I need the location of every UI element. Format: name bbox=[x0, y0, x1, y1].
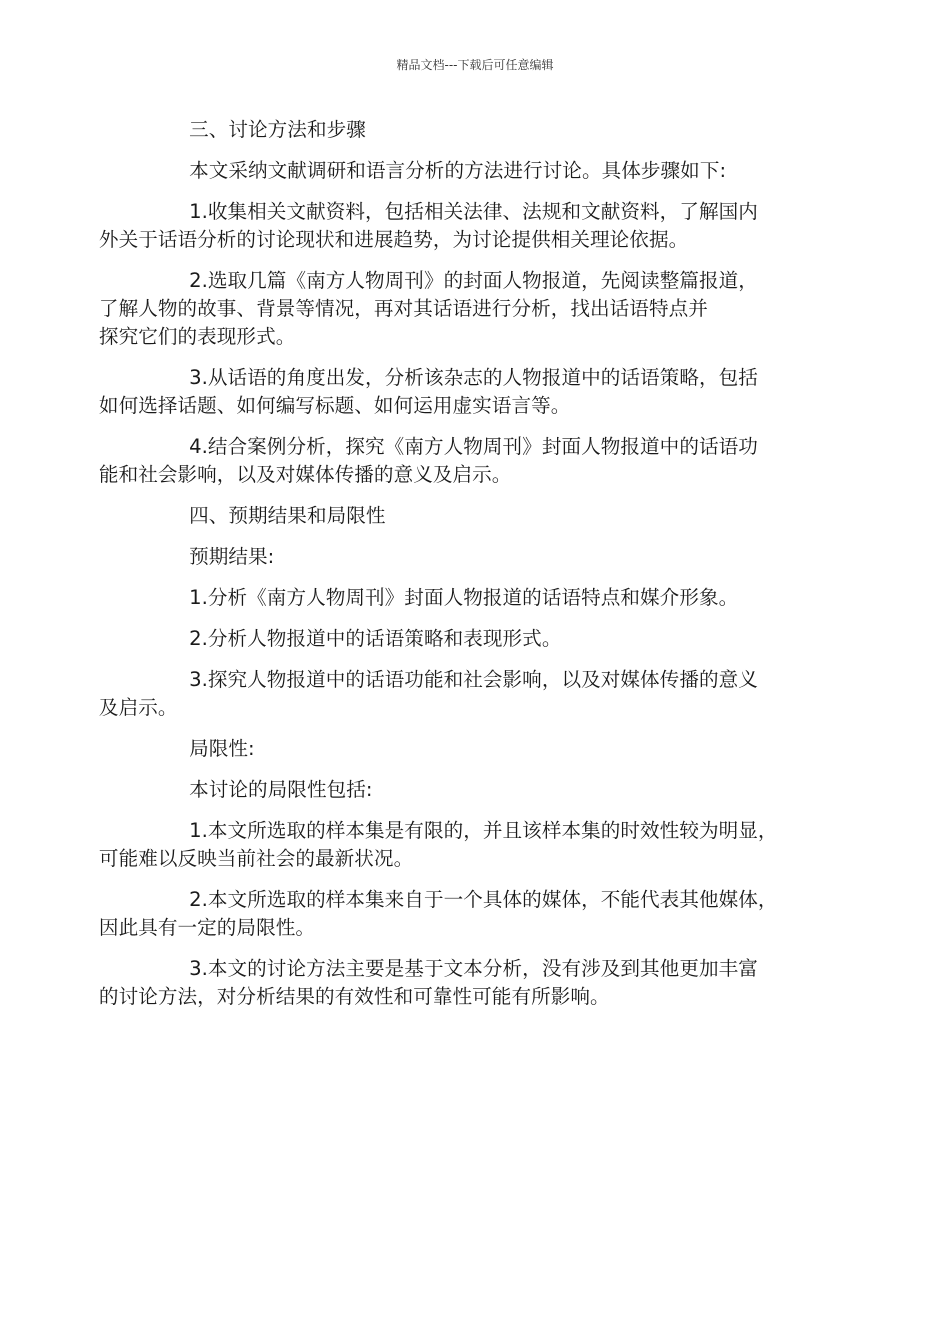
section-heading-methods bbox=[144, 116, 804, 144]
step-4 bbox=[98, 433, 804, 489]
text-line: 四、预期结果和局限性 bbox=[189, 504, 386, 527]
document-body bbox=[98, 116, 804, 1024]
text-line: 本讨论的局限性包括: bbox=[189, 778, 373, 801]
text-line: 的讨论方法，对分析结果的有效性和可靠性可能有所影响。 bbox=[98, 985, 610, 1008]
text-line: 1.分析《南方人物周刊》封面人物报道的话语特点和媒介形象。 bbox=[189, 586, 739, 609]
text-line: 外关于话语分析的讨论现状和进展趋势，为讨论提供相关理论依据。 bbox=[98, 228, 689, 251]
text-line: 4.结合案例分析，探究《南方人物周刊》封面人物报道中的话语功 bbox=[189, 435, 758, 458]
limitations-intro bbox=[144, 776, 804, 804]
text-line: 如何选择话题、如何编写标题、如何运用虚实语言等。 bbox=[98, 394, 571, 417]
text-line: 局限性: bbox=[189, 737, 255, 760]
page-header: 精品文档---下载后可任意编辑 bbox=[396, 58, 554, 72]
text-line: 2.选取几篇《南方人物周刊》的封面人物报道，先阅读整篇报道， bbox=[189, 269, 758, 292]
text-line: 能和社会影响，以及对媒体传播的意义及启示。 bbox=[98, 463, 512, 486]
text-line: 3.从话语的角度出发，分析该杂志的人物报道中的话语策略，包括 bbox=[189, 366, 758, 389]
text-line: 了解人物的故事、背景等情况，再对其话语进行分析，找出话语特点并 bbox=[98, 297, 708, 320]
text-line: 本文采纳文献调研和语言分析的方法进行讨论。具体步骤如下: bbox=[189, 159, 727, 182]
expected-results-label bbox=[144, 543, 804, 571]
result-1 bbox=[144, 584, 804, 612]
methods-intro bbox=[144, 157, 804, 185]
text-line: 及启示。 bbox=[98, 696, 178, 719]
limitations-label bbox=[144, 735, 804, 763]
limitation-3 bbox=[98, 955, 804, 1011]
text-line: 探究它们的表现形式。 bbox=[98, 325, 296, 348]
step-2 bbox=[98, 267, 804, 351]
result-2 bbox=[144, 625, 804, 653]
text-line: 2.分析人物报道中的话语策略和表现形式。 bbox=[189, 627, 562, 650]
step-1 bbox=[98, 198, 804, 254]
text-line: 三、讨论方法和步骤 bbox=[189, 118, 366, 141]
text-line: 2.本文所选取的样本集来自于一个具体的媒体，不能代表其他媒体， bbox=[189, 888, 778, 911]
limitation-1 bbox=[98, 817, 804, 873]
text-line: 可能难以反映当前社会的最新状况。 bbox=[98, 847, 414, 870]
text-line: 因此具有一定的局限性。 bbox=[98, 916, 316, 939]
step-3 bbox=[98, 364, 804, 420]
section-heading-results bbox=[144, 502, 804, 530]
text-line: 1.本文所选取的样本集是有限的，并且该样本集的时效性较为明显， bbox=[189, 819, 778, 842]
result-3 bbox=[98, 666, 804, 722]
text-line: 3.本文的讨论方法主要是基于文本分析，没有涉及到其他更加丰富 bbox=[189, 957, 758, 980]
text-line: 3.探究人物报道中的话语功能和社会影响，以及对媒体传播的意义 bbox=[189, 668, 758, 691]
text-line: 预期结果: bbox=[189, 545, 275, 568]
text-line: 1.收集相关文献资料，包括相关法律、法规和文献资料，了解国内 bbox=[189, 200, 758, 223]
limitation-2 bbox=[98, 886, 804, 942]
